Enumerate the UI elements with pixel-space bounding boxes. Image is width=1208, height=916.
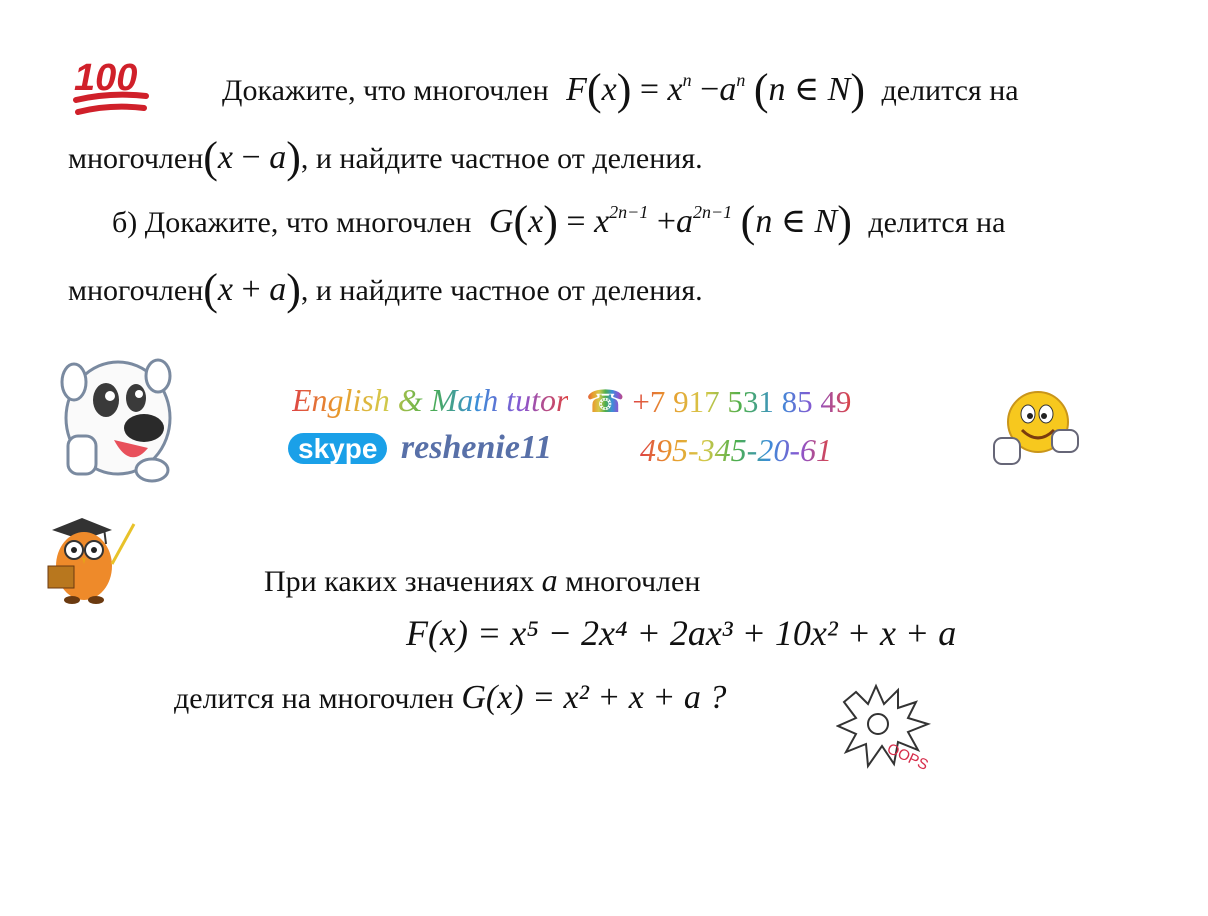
owl-professor-icon [42, 514, 138, 606]
problem3-line1: При каких значениях a многочлен [264, 562, 701, 598]
dog-thumbs-up-icon [60, 352, 175, 484]
tutor-title: English & Math tutor [292, 382, 569, 418]
tutor-phone: ☎ +7 917 531 85 49 [586, 384, 852, 419]
oops-burst-icon [836, 682, 936, 772]
problem1-line2: многочлен(x − a), и найдите частное от деления. [68, 133, 703, 182]
problem2-formula: $G(x) = x^{2n-1} +a^{2n-1}$ (n ∈ N) [488, 197, 852, 246]
smiley-thumbs-up-icon [992, 384, 1082, 472]
problem1-line1 [222, 65, 1019, 114]
problem1-divisor: (x − a) [203, 133, 301, 182]
tutor-skype [288, 430, 552, 467]
problem1-formula: $F(x) = x^n -a^n$ (n ∈ N) [566, 65, 865, 114]
problem2-line1: б) Докажите, что многочлен $G(x) = x^{2n-1} +a^{2n-1}$ (n ∈ N) делится на [112, 197, 1006, 246]
skype-logo: skype [288, 433, 387, 464]
skype-name: reshenie11 [400, 429, 553, 466]
hundred-text: 100 [74, 57, 138, 99]
phone-icon: ☎ [586, 384, 625, 419]
hundred-points-icon [70, 52, 150, 122]
problem2-line2: многочлен(x + a), и найдите частное от деления. [68, 265, 703, 314]
problem3-polynomial-F: F(x) = x⁵ − 2x⁴ + 2ax³ + 10x² + x + a [406, 613, 957, 653]
problem1-suffix: делится на [881, 74, 1019, 107]
tutor-phone2: 495-345-20-61 [640, 432, 832, 468]
problem1-intro: Докажите, что многочлен [222, 74, 549, 107]
oops-text: OOPS [884, 740, 931, 772]
problem3-line3: делится на многочлен G(x) = x² + x + a ? [174, 679, 727, 716]
problem2-divisor: (x + a) [203, 265, 301, 314]
